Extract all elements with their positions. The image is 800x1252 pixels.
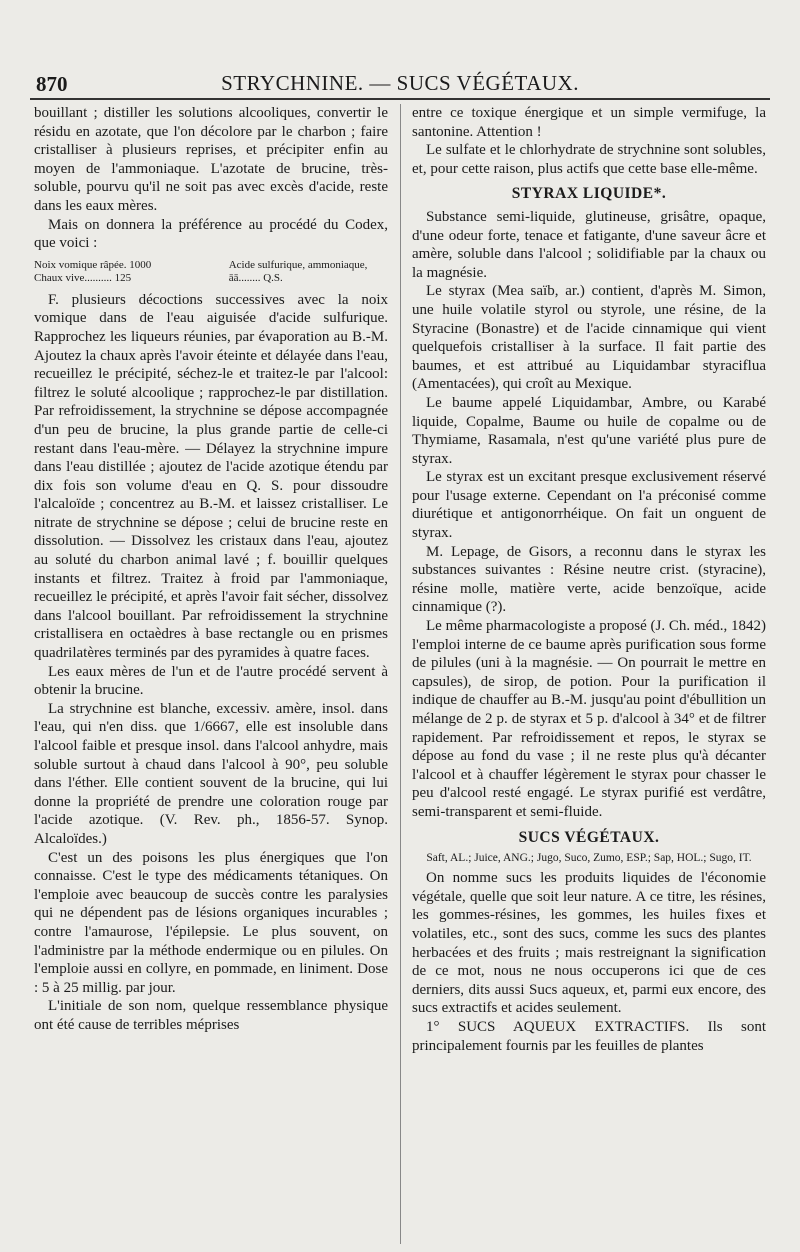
paragraph: Mais on donnera la préférence au procédé du Codex, que voici : — [34, 216, 388, 252]
paragraph: Le sulfate et le chlorhydrate de strychnine sont solubles, et, pour cette raison, plus actifs que cette base elle-même. — [412, 142, 766, 177]
paragraph: C'est un des poisons les plus énergiques que l'on connaisse. C'est le type des médicaments tétaniques. On l'emploie avec beaucoup de succès contre les paralysies qui ne dépendent pas de lésions organiques incurables ; contre l'amaurose, l'épilepsie. Le plus souvent, on l'administre par la méthode endermique ou en pilules. On l'emploie aussi en collyre, en pommade, en liniment. Dose : 5 à 25 millig. par jour. — [34, 849, 388, 996]
section-title-styrax: STYRAX LIQUIDE*. — [511, 185, 667, 203]
paragraph: Le même pharmacologiste a proposé (J. Ch. méd., 1842) l'emploi interne de ce baume après purification sous forme de pilules (uni à la magnésie. — On pourrait le mettre en capsules), de sirop, de potion. Pour la purification il indique de chauffer au B.-M. jusqu'au point d'ébullition un mélange de 2 p. de styrax et 5 p. d'alcool à 34° et de filtrer rapidement. Par refroidissement et repos, le styrax se dépose au fond du vase ; il ne reste plus qu'à décanter l'alcool et à chauffer légèrement le styrax pour chasser le peu d'alcool resté engagé. Le styrax purifié est verdâtre, semi-transparent et semi-fluide. — [412, 618, 766, 820]
left-column — [34, 104, 388, 1035]
paragraph: Le baume appelé Liquidambar, Ambre, ou Karabé liquide, Copalme, Baume ou huile de copalme ou de Thymiame, Rasamala, n'est qu'une variété plus pure de styrax. — [412, 394, 766, 467]
paragraph: M. Lepage, de Gisors, a reconnu dans le styrax les substances suivantes : Résine neutre crist. (styracine), résine molle, matière verte, acide benzoïque, acide cinnamique (?). — [412, 543, 766, 616]
paragraph: Les eaux mères de l'un et de l'autre procédé servent à obtenir la brucine. — [34, 663, 388, 699]
paragraph: Le styrax est un excitant presque exclusivement réservé pour l'usage externe. Cependant on l'a préconisé comme diurétique et antigonorrhéique. On fait un onguent de styrax. — [412, 469, 766, 542]
paragraph: F. plusieurs décoctions successives avec la noix vomique dans de l'eau aiguisée d'acide sulfurique. Rapprochez les liqueurs réunies, par évaporation au B.-M. Ajoutez la chaux après l'avoir éteinte et délayée dans l'eau, recueillez le précipité, séchez-le et traitez-le par l'alcool: filtrez le soluté alcoolique ; rapprochez-le par distillation. Par refroidissement, la strychnine se dépose accompagnée d'un peu de brucine, la plus grande partie de celle-ci restant dans l'eau-mère. — Délayez la strychnine impure dans l'eau distillée ; ajoutez de l'acide azotique étendu par dix fois son volume d'eau en Q. S. pour dissoudre l'alcaloïde ; concentrez au B.-M. et laissez cristalliser. Le nitrate de strychnine se dépose ; celui de brucine reste en dissolution. — Dissolvez les cristaux dans l'eau, ajoutez au soluté du charbon animal lavé ; f. bouillir quelques instants et filtrez. Traitez à froid par l'ammoniaque, recueillez le précipité, et après l'avoir fait sécher, dissolvez dans l'alcool bouillant. Par refroidissement la strychnine cristallisera en octaèdres à base rectangle ou en prismes quadrilatères terminés par des pyramides à quatre faces. — [34, 291, 388, 662]
paragraph: 1° SUCS AQUEUX EXTRACTIFS. Ils sont principalement fournis par les feuilles de plantes — [412, 1018, 766, 1054]
recipe-ingredients: Noix vomique râpée. 1000 Chaux vive.......... 125 — [34, 258, 152, 284]
paragraph: bouillant ; distiller les solutions alcooliques, convertir le résidu en azotate, que l'on décolore par le charbon ; faire cristalliser à plusieurs reprises, et précipiter enfin au moyen de l'ammoniaque. L'azotate de brucine, très-soluble, pourvu qu'il ne soit pas avec excès d'acide, reste dans les eaux mères. — [34, 105, 388, 214]
paragraph: L'initiale de son nom, quelque ressemblance physique ont été cause de terribles méprises — [34, 998, 388, 1033]
section-title-sucs: SUCS VÉGÉTAUX. — [518, 828, 660, 846]
column-divider — [400, 104, 401, 1244]
page-header — [30, 68, 770, 100]
paragraph: Substance semi-liquide, glutineuse, grisâtre, opaque, d'une odeur forte, tenace et fatigante, d'une saveur âcre et amère, soluble dans l'alcool ; solidifiable par la chaux ou la magnésie. — [412, 208, 766, 281]
paragraph: entre ce toxique énergique et un simple vermifuge, la santonine. Attention ! — [412, 105, 766, 140]
paragraph: On nomme sucs les produits liquides de l'économie végétale, quelle que soit leur nature. A ce titre, les résines, les gommes-résines, les gommes, les huiles fixes et volatiles, etc., sont des sucs, comme les sucs des plantes herbacées et des fruits ; mais restreignant la signification de ce mot, nous ne nous occuperons ici que de ces derniers, dits aussi Sucs aqueux, et, parmi eux encore, des sucs extractifs et acides seulement. — [412, 870, 766, 1017]
paragraph: La strychnine est blanche, excessiv. amère, insol. dans l'eau, qui n'en diss. que 1/6667, elle est insoluble dans l'alcool faible et presque insol. dans l'alcool anhydre, mais soluble surtout à chaud dans l'alcool à 90°, peu soluble dans l'éther. Elle contient souvent de la brucine, qui lui donne la propriété de prendre une coloration rouge par l'acide azotique. (V. Rev. ph., 1856-57. Synop. Alcaloïdes.) — [34, 700, 388, 847]
recipe-reagents: Acide sulfurique, ammoniaque, āā........ Q.S. — [228, 258, 368, 284]
running-title: STRYCHNINE. — SUCS VÉGÉTAUX. — [221, 71, 579, 95]
right-column — [412, 104, 766, 1055]
codex-recipe — [34, 259, 388, 285]
page-number: 870 — [36, 72, 68, 96]
synonyms-line: Saft, AL.; Juice, ANG.; Jugo, Suco, Zumo, ESP.; Sap, HOL.; Sugo, IT. — [426, 852, 752, 865]
paragraph: Le styrax (Mea saïb, ar.) contient, d'après M. Simon, une huile volatile styrol ou styrole, une résine, de la Styracine (Bonastre) et de l'acide cinnamique qui vient quelquefois cristalliser à la surface. Il fait partie des baumes, et est attribué au Liquidambar styraciflua (Amentacées), qui croît au Mexique. — [412, 283, 766, 393]
